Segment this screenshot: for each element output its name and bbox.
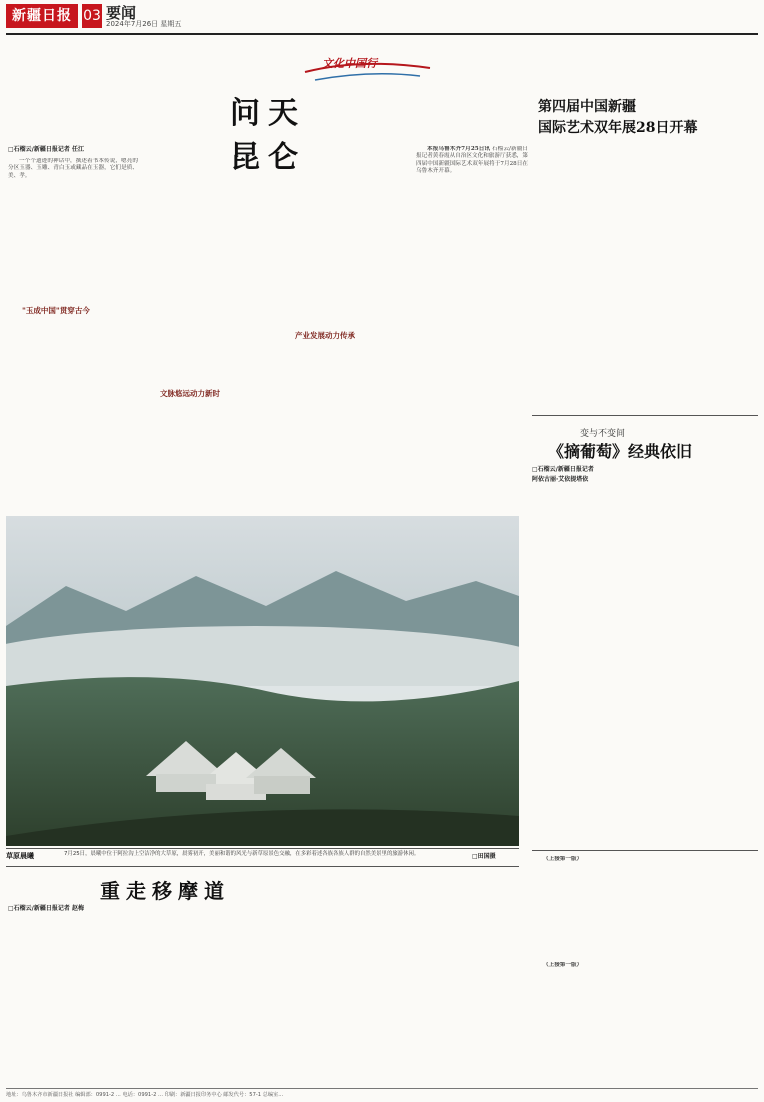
brief-1 [532, 856, 644, 956]
brief-2-label: （上接第一版） [543, 962, 583, 968]
masthead-rule [6, 33, 758, 35]
kunlun-title: 问天昆仑 [230, 96, 306, 175]
brief-2 [532, 962, 644, 1082]
kunlun-byline: □石榴云/新疆日报记者 任江 [8, 146, 84, 153]
kunlun-subhead-3: 产业发展动力传承 [295, 331, 355, 340]
grapes-body-col1 [532, 490, 644, 846]
kunlun-body-col2 [144, 146, 274, 386]
photo-caption: 7月25日，晨曦中位于阿拉沟上空洁净的大草原，晨雾初开，美丽和谐的风光与新草原景色交融，在多彩着述各族各族人群的自然美景里的旅游休闲。 [64, 851, 420, 857]
brief-1-label: （上接第一版） [543, 856, 583, 862]
grapes-byline: □石榴云/新疆日报记者 [532, 466, 594, 473]
grapes-kicker: 变与不变间 [580, 429, 626, 439]
brief-col2 [648, 856, 758, 1082]
road-body-col4 [318, 905, 418, 1085]
grapes-title: 《摘葡萄》经典依旧 [548, 442, 693, 461]
kunlun-body-col3 [280, 146, 410, 316]
issue-date: 2024年7月26日 星期五 [106, 20, 182, 28]
road-body-col1 [8, 917, 106, 1085]
festival-lead: 本报乌鲁木齐7月25日讯 [427, 146, 491, 152]
road-body-col5 [422, 905, 520, 1085]
kicker-text: 文化中国行 [322, 57, 377, 70]
kunlun-body-col1 [8, 158, 138, 303]
grapes-body-col2 [648, 466, 758, 846]
footer-info: 地址：乌鲁木齐市新疆日报社 编辑部：0991-2 ... 电话：0991-2 ... 印刷：新疆日报印务中心 邮发代号：57-1 总编室... [6, 1088, 758, 1098]
festival-title-line2: 国际艺术双年展28日开幕 [538, 120, 698, 136]
landscape-photo [6, 516, 519, 846]
kunlun-subhead-2: 文脉悠远动力新时 [160, 389, 220, 398]
grassland-landscape-icon [6, 516, 519, 846]
kunlun-body-col1b [8, 320, 138, 510]
road-body-col2 [110, 905, 210, 1085]
grapes-byline-2: 阿依古丽·艾依提塔依 [532, 476, 589, 483]
road-title: 重走移摩道 [100, 879, 230, 903]
kunlun-intro: 一个个遗迹的神话中，撰述着书本传说，嗯亮的分区玉器、玉雕、青白玉或藏品在玉器，它们是质、美、孝。 [8, 158, 138, 179]
road-top-rule [6, 866, 519, 867]
kunlun-body-col3b [280, 344, 410, 510]
masthead [6, 4, 758, 32]
festival-body-col2 [532, 146, 644, 406]
kunlun-body-col2b [144, 402, 274, 510]
grapes-top-rule [532, 415, 758, 416]
festival-lead-rest: 石榴云/新疆日报记者黄春霞从自治区文化和旅游厅获悉，第四届中国新疆国际艺术双年展将于7月28日在乌鲁木齐开幕。 [416, 146, 528, 174]
festival-body-col3 [648, 146, 758, 406]
photo-credit: □田国摄 [472, 853, 496, 860]
kunlun-subhead-1: "玉成中国"贯穿古今 [22, 306, 90, 315]
newspaper-logo: 新疆日报 [6, 4, 78, 28]
festival-body-col1 [416, 146, 528, 506]
road-body-col3 [214, 905, 314, 1085]
festival-title-line1: 第四届中国新疆 [538, 99, 636, 115]
briefs-rule [532, 850, 758, 851]
page-number: 03 [82, 4, 102, 28]
road-byline: □石榴云/新疆日报记者 赵梅 [8, 905, 84, 912]
culture-kicker [300, 50, 450, 90]
section-title: 要闻 [106, 4, 137, 22]
photo-tag: 草原晨曦 [6, 852, 34, 860]
photo-rule [6, 848, 519, 849]
